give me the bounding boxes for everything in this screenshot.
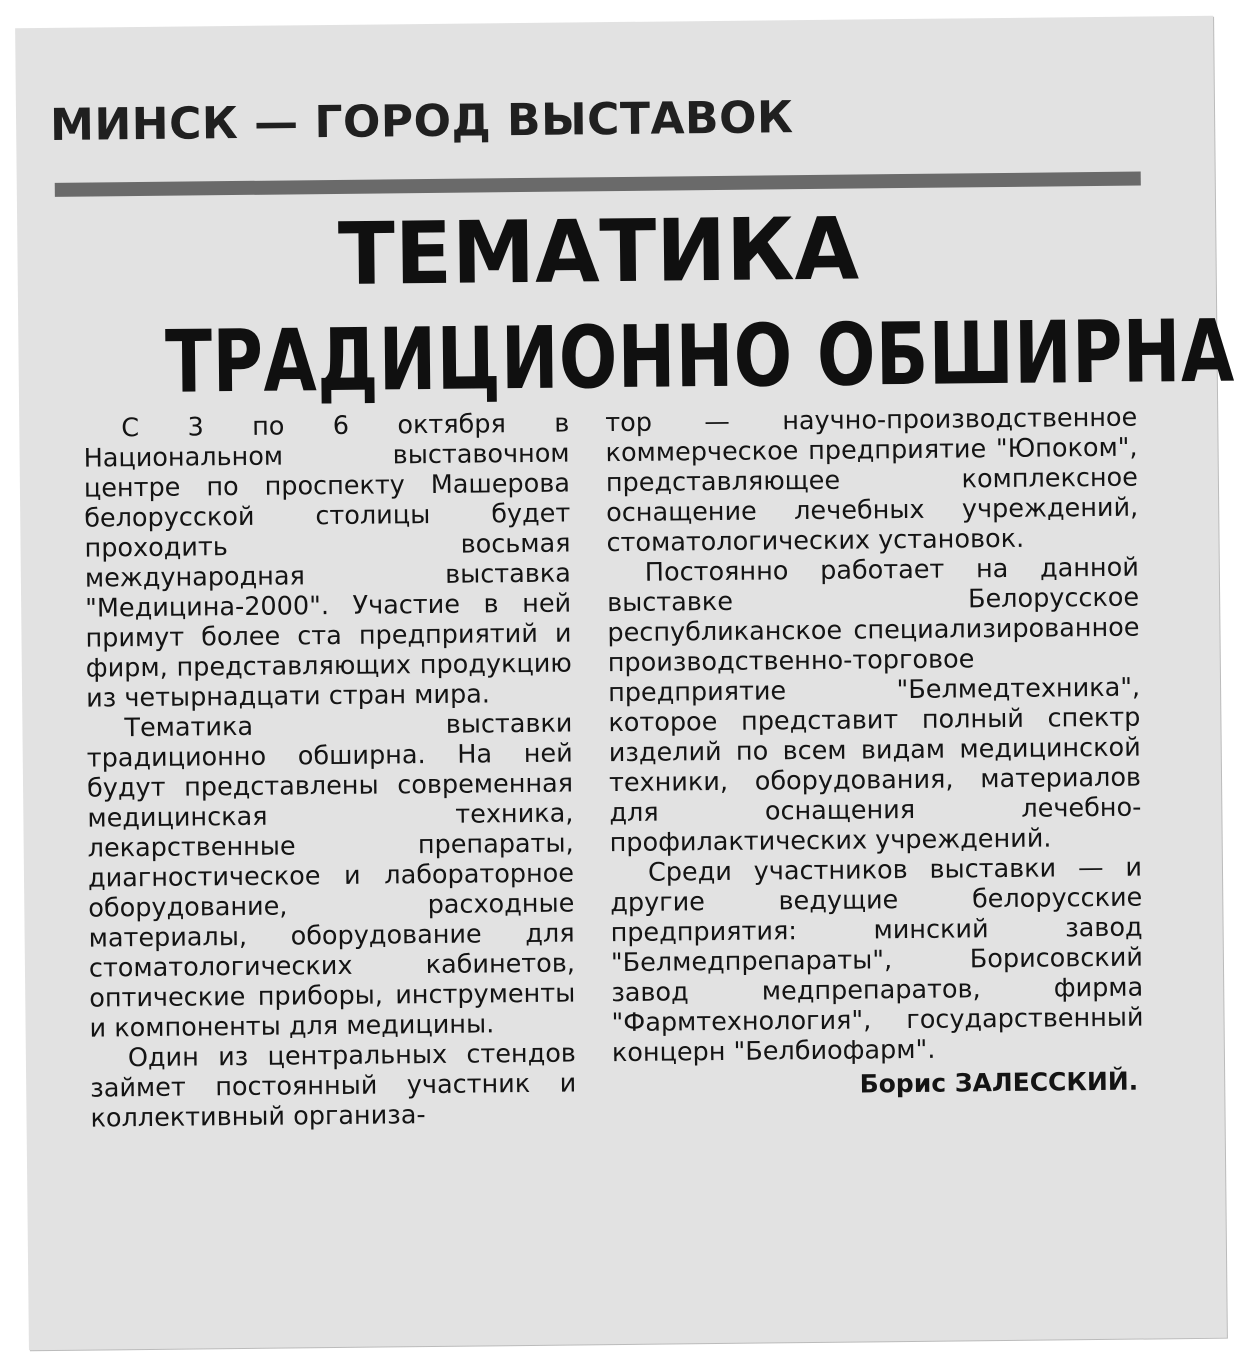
article-column-left bbox=[83, 409, 577, 1134]
paragraph-other-participants: Среди участников выставки — и другие ведущие белорусские предприятия: минский завод "Белмедпрепараты", Борисовский завод медпрепаратов, фирма "Фармтехнология", государственный концерн "Белбиофарм". bbox=[610, 852, 1144, 1069]
section-rubric: МИНСК — ГОРОД ВЫСТАВОК bbox=[49, 92, 794, 151]
article-column-right bbox=[605, 403, 1144, 1103]
paragraph-topics: Тематика выставки традиционно обширна. На ней будут представлены современная медицинская техника, лекарственные препараты, диагностическое и лабораторное оборудование, расходные материалы, оборудование для стоматологических кабинетов, оптические приборы, инструменты и компоненты для медицины. bbox=[86, 708, 576, 1044]
paragraph-central-stand: Один из центральных стендов займет постоянный участник и коллективный организа- bbox=[90, 1038, 577, 1134]
newspaper-clipping bbox=[15, 16, 1235, 1350]
paragraph-central-stand-continued: тор — научно-производственное коммерческое предприятие "Юпоком", представляющее комплексное оснащение лечебных учреждений, стоматологических установок. bbox=[605, 402, 1139, 559]
author-byline: Борис ЗАЛЕССКИЙ. bbox=[859, 1066, 1139, 1099]
paragraph-belmedtekhnika: Постоянно работает на данной выставке Белорусское республиканское специализированное производственно-торговое предприятие "Белмедтехника", которое представит полный спектр изделий по всем видам медицинской техники, оборудования, материалов для оснащения лечебно-профилактических учреждений. bbox=[607, 552, 1142, 859]
paragraph-intro: С 3 по 6 октября в Национальном выставочном центре по проспекту Машерова белорусской столицы будет проходить восьмая международная выставка "Медицина-2000". Участие в ней примут более ста предприятий и фирм, представляющих продукцию из четырнадцати стран мира. bbox=[83, 408, 572, 714]
headline-line-1: ТЕМАТИКА bbox=[337, 199, 860, 305]
rubric-divider bbox=[55, 172, 1141, 197]
headline-line-2: ТРАДИЦИОННО ОБШИРНА bbox=[164, 301, 1235, 413]
